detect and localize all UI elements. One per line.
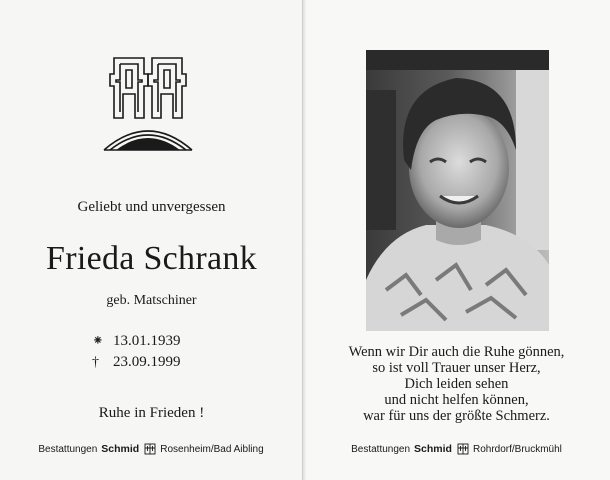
cross-emblem-icon	[100, 52, 196, 154]
life-dates	[92, 331, 181, 373]
death-date-row	[92, 352, 181, 373]
mini-cross-logo-icon	[144, 443, 156, 455]
left-footer	[0, 443, 302, 455]
left-panel	[0, 0, 303, 480]
mini-cross-logo-icon	[457, 443, 469, 455]
footer-brand: Schmid	[101, 443, 140, 455]
closing-line: Ruhe in Frieden !	[98, 405, 205, 421]
footer-location: Rosenheim/Bad Aibling	[160, 443, 264, 455]
maiden-name: geb. Matschiner	[106, 293, 197, 308]
birth-date-row	[92, 331, 181, 352]
right-panel	[303, 0, 610, 480]
portrait-photo-icon	[366, 50, 549, 331]
right-footer	[303, 443, 610, 455]
deceased-name: Frieda Schrank	[46, 240, 257, 277]
card-fold	[303, 0, 306, 480]
poem	[303, 344, 610, 424]
poem-line: war für uns der größte Schmerz.	[363, 408, 550, 424]
tagline: Geliebt und unvergessen	[77, 199, 226, 215]
poem-line: so ist voll Trauer unser Herz,	[372, 360, 541, 376]
birth-date: 13.01.1939	[113, 333, 181, 349]
footer-prefix: Bestattungen	[38, 443, 98, 455]
poem-line: Wenn wir Dir auch die Ruhe gönnen,	[348, 344, 565, 360]
footer-brand: Schmid	[414, 443, 452, 455]
footer-prefix: Bestattungen	[351, 443, 411, 455]
poem-line: und nicht helfen können,	[384, 392, 529, 408]
poem-line: Dich leiden sehen	[404, 376, 509, 392]
death-cross-icon: †	[92, 355, 99, 370]
birth-star-icon: ⁕	[92, 334, 104, 349]
death-date: 23.09.1999	[113, 354, 181, 370]
footer-location: Rohrdorf/Bruckmühl	[472, 443, 562, 455]
